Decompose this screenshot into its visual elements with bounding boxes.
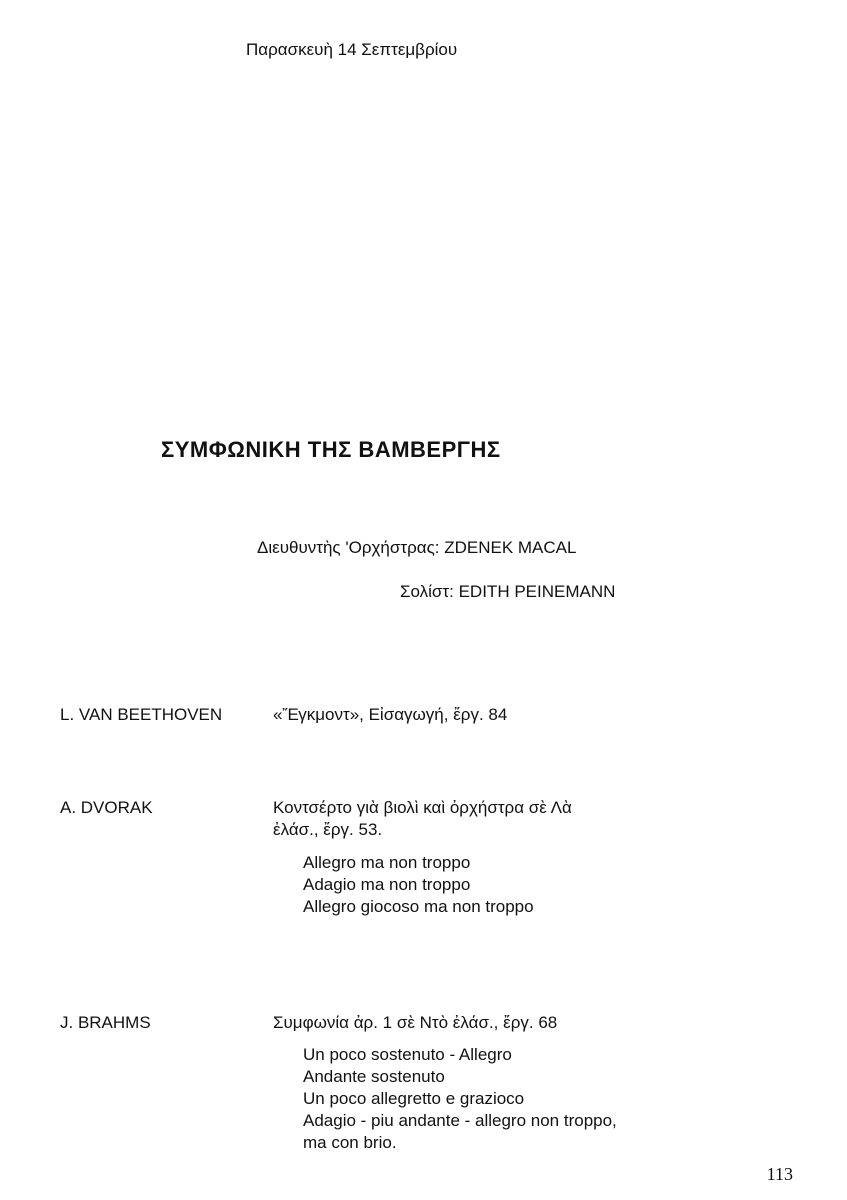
movements-brahms (303, 1044, 617, 1154)
conductor-credit (257, 538, 576, 558)
conductor-label: Διευθυντὴς 'Ορχήστρας: (257, 538, 440, 557)
movement-item: Un poco allegretto e grazioco (303, 1089, 525, 1108)
soloist-label: Σολίστ: (400, 582, 454, 601)
work-dvorak-line-2: ἐλάσ., ἔργ. 53. (273, 820, 383, 839)
movement-item: Un poco sostenuto - Allegro (303, 1045, 512, 1064)
work-beethoven: «Ἔγκμοντ», Εἰσαγωγή, ἔργ. 84 (273, 705, 508, 724)
work-brahms: Συμφωνία ἀρ. 1 σὲ Ντὸ ἐλάσ., ἔργ. 68 (273, 1013, 558, 1032)
work-dvorak-line-1: Κοντσέρτο γιὰ βιολὶ καὶ ὀρχήστρα σὲ Λὰ (273, 798, 572, 817)
conductor-name: ZDENEK MACAL (444, 538, 577, 557)
composer-brahms: J. BRAHMS (60, 1013, 151, 1032)
soloist-name: EDITH PEINEMANN (458, 582, 616, 601)
movements-dvorak (303, 852, 534, 918)
composer-dvorak: A. DVORAK (60, 798, 153, 817)
composer-beethoven: L. VAN BEETHOVEN (60, 705, 223, 724)
movement-item: Allegro ma non troppo (303, 853, 471, 872)
movement-item: ma con brio. (303, 1133, 397, 1152)
movement-item: Andante sostenuto (303, 1067, 445, 1086)
orchestra-title: ΣΥΜΦΩΝΙΚΗ ΤΗΣ ΒΑΜΒΕΡΓΗΣ (161, 437, 501, 462)
movement-item: Adagio - piu andante - allegro non troppo, (303, 1111, 617, 1130)
soloist-credit (400, 582, 615, 602)
page-number: 113 (766, 1164, 793, 1184)
movement-item: Adagio ma non troppo (303, 875, 471, 894)
concert-date: Παρασκευὴ 14 Σεπτεμβρίου (246, 40, 458, 59)
movement-item: Allegro giocoso ma non troppo (303, 897, 534, 916)
